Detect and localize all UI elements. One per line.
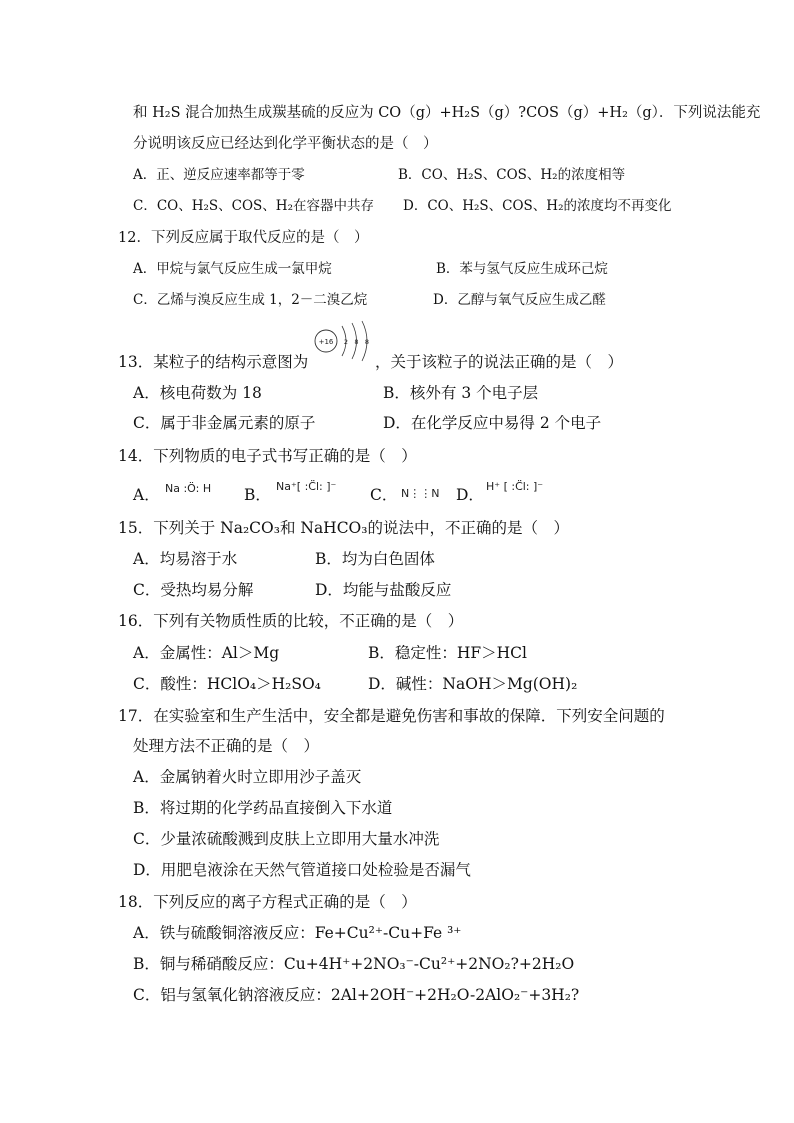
q16-option-a: A．金属性：Al＞Mg (133, 644, 280, 662)
atom-structure-diagram (312, 320, 376, 362)
q12-option-a: A．甲烷与氯气反应生成一氯甲烷 (133, 261, 332, 277)
q13-stem-pre: 13．某粒子的结构示意图为 (118, 353, 309, 371)
q16-option-c: C．酸性：HClO₄＞H₂SO₄ (133, 675, 321, 693)
q17-option-c: C．少量浓硫酸溅到皮肤上立即用大量水冲洗 (133, 830, 440, 848)
q12-option-d: D．乙醇与氧气反应生成乙醛 (433, 292, 606, 308)
q14-option-c-label: C． (370, 486, 398, 504)
q14-stem: 14．下列物质的电子式书写正确的是（ ） (118, 447, 417, 465)
q14-option-d-formula: H⁺ [ :C̈l: ]⁻ (486, 480, 544, 493)
q14-option-a-label: A． (133, 486, 160, 504)
atom-shell-2: 8 (354, 338, 359, 346)
q12-stem: 12．下列反应属于取代反应的是（ ） (118, 230, 369, 246)
q16-option-b: B．稳定性：HF＞HCl (368, 644, 527, 662)
q13-stem-post: ，关于该粒子的说法正确的是（ ） (375, 353, 624, 371)
q14-option-b-label: B． (244, 486, 271, 504)
q14-option-c-formula: N⋮⋮N (401, 487, 440, 500)
q15-option-b: B．均为白色固体 (315, 550, 435, 568)
atom-shell-1: 2 (343, 338, 349, 346)
q14-option-a-formula: Na :Ö: H (165, 482, 212, 495)
q15-option-c: C．受热均易分解 (133, 581, 254, 599)
q18-option-a: A．铁与硫酸铜溶液反应：Fe+Cu²⁺-Cu+Fe ³⁺ (133, 924, 462, 942)
q11-option-d: D．CO、H₂S、COS、H₂的浓度均不再变化 (403, 198, 672, 214)
q13-option-a: A．核电荷数为 18 (133, 384, 262, 402)
q17-option-b: B．将过期的化学药品直接倒入下水道 (133, 799, 393, 817)
atom-shell-3: 8 (364, 338, 370, 346)
q18-stem: 18．下列反应的离子方程式正确的是（ ） (118, 893, 417, 911)
q14-option-b-formula: Na⁺[ :C̈l: ]⁻ (276, 480, 337, 493)
q11-stem-line1: 和 H₂S 混合加热生成羰基硫的反应为 CO（g）+H₂S（g）?COS（g）+H₂（g）．下列说法能充 (133, 105, 761, 121)
q15-option-d: D．均能与盐酸反应 (315, 581, 452, 599)
q14-option-d-label: D． (456, 486, 484, 504)
q17-stem-line1: 17．在实验室和生产生活中，安全都是避免伤害和事故的保障．下列安全问题的 (118, 707, 665, 725)
q13-option-c: C．属于非金属元素的原子 (133, 414, 316, 432)
q12-option-c: C．乙烯与溴反应生成 1，2－二溴乙烷 (133, 292, 368, 308)
q11-option-b: B．CO、H₂S、COS、H₂的浓度相等 (398, 167, 626, 183)
q15-stem: 15．下列关于 Na₂CO₃和 NaHCO₃的说法中，不正确的是（ ） (118, 519, 569, 537)
q16-stem: 16．下列有关物质性质的比较，不正确的是（ ） (118, 612, 464, 630)
q17-option-d: D．用肥皂液涂在天然气管道接口处检验是否漏气 (133, 861, 471, 879)
q12-option-b: B．苯与氢气反应生成环己烷 (436, 261, 608, 277)
q18-option-b: B．铜与稀硝酸反应：Cu+4H⁺+2NO₃⁻-Cu²⁺+2NO₂?+2H₂O (133, 955, 575, 973)
atom-nucleus-label: +16 (318, 338, 334, 346)
q11-stem-line2: 分说明该反应已经达到化学平衡状态的是（ ） (133, 136, 438, 152)
q13-option-b: B．核外有 3 个电子层 (383, 384, 539, 402)
q11-option-a: A．正、逆反应速率都等于零 (133, 167, 305, 183)
q15-option-a: A．均易溶于水 (133, 550, 238, 568)
q11-option-c: C．CO、H₂S、COS、H₂在容器中共存 (133, 198, 374, 214)
q18-option-c: C．铝与氢氧化钠溶液反应：2Al+2OH⁻+2H₂O-2AlO₂⁻+3H₂? (133, 986, 580, 1004)
q17-option-a: A．金属钠着火时立即用沙子盖灭 (133, 768, 362, 786)
q13-option-d: D．在化学反应中易得 2 个电子 (383, 414, 602, 432)
q16-option-d: D．碱性：NaOH＞Mg(OH)₂ (368, 675, 578, 693)
q17-stem-line2: 处理方法不正确的是（ ） (133, 737, 320, 755)
